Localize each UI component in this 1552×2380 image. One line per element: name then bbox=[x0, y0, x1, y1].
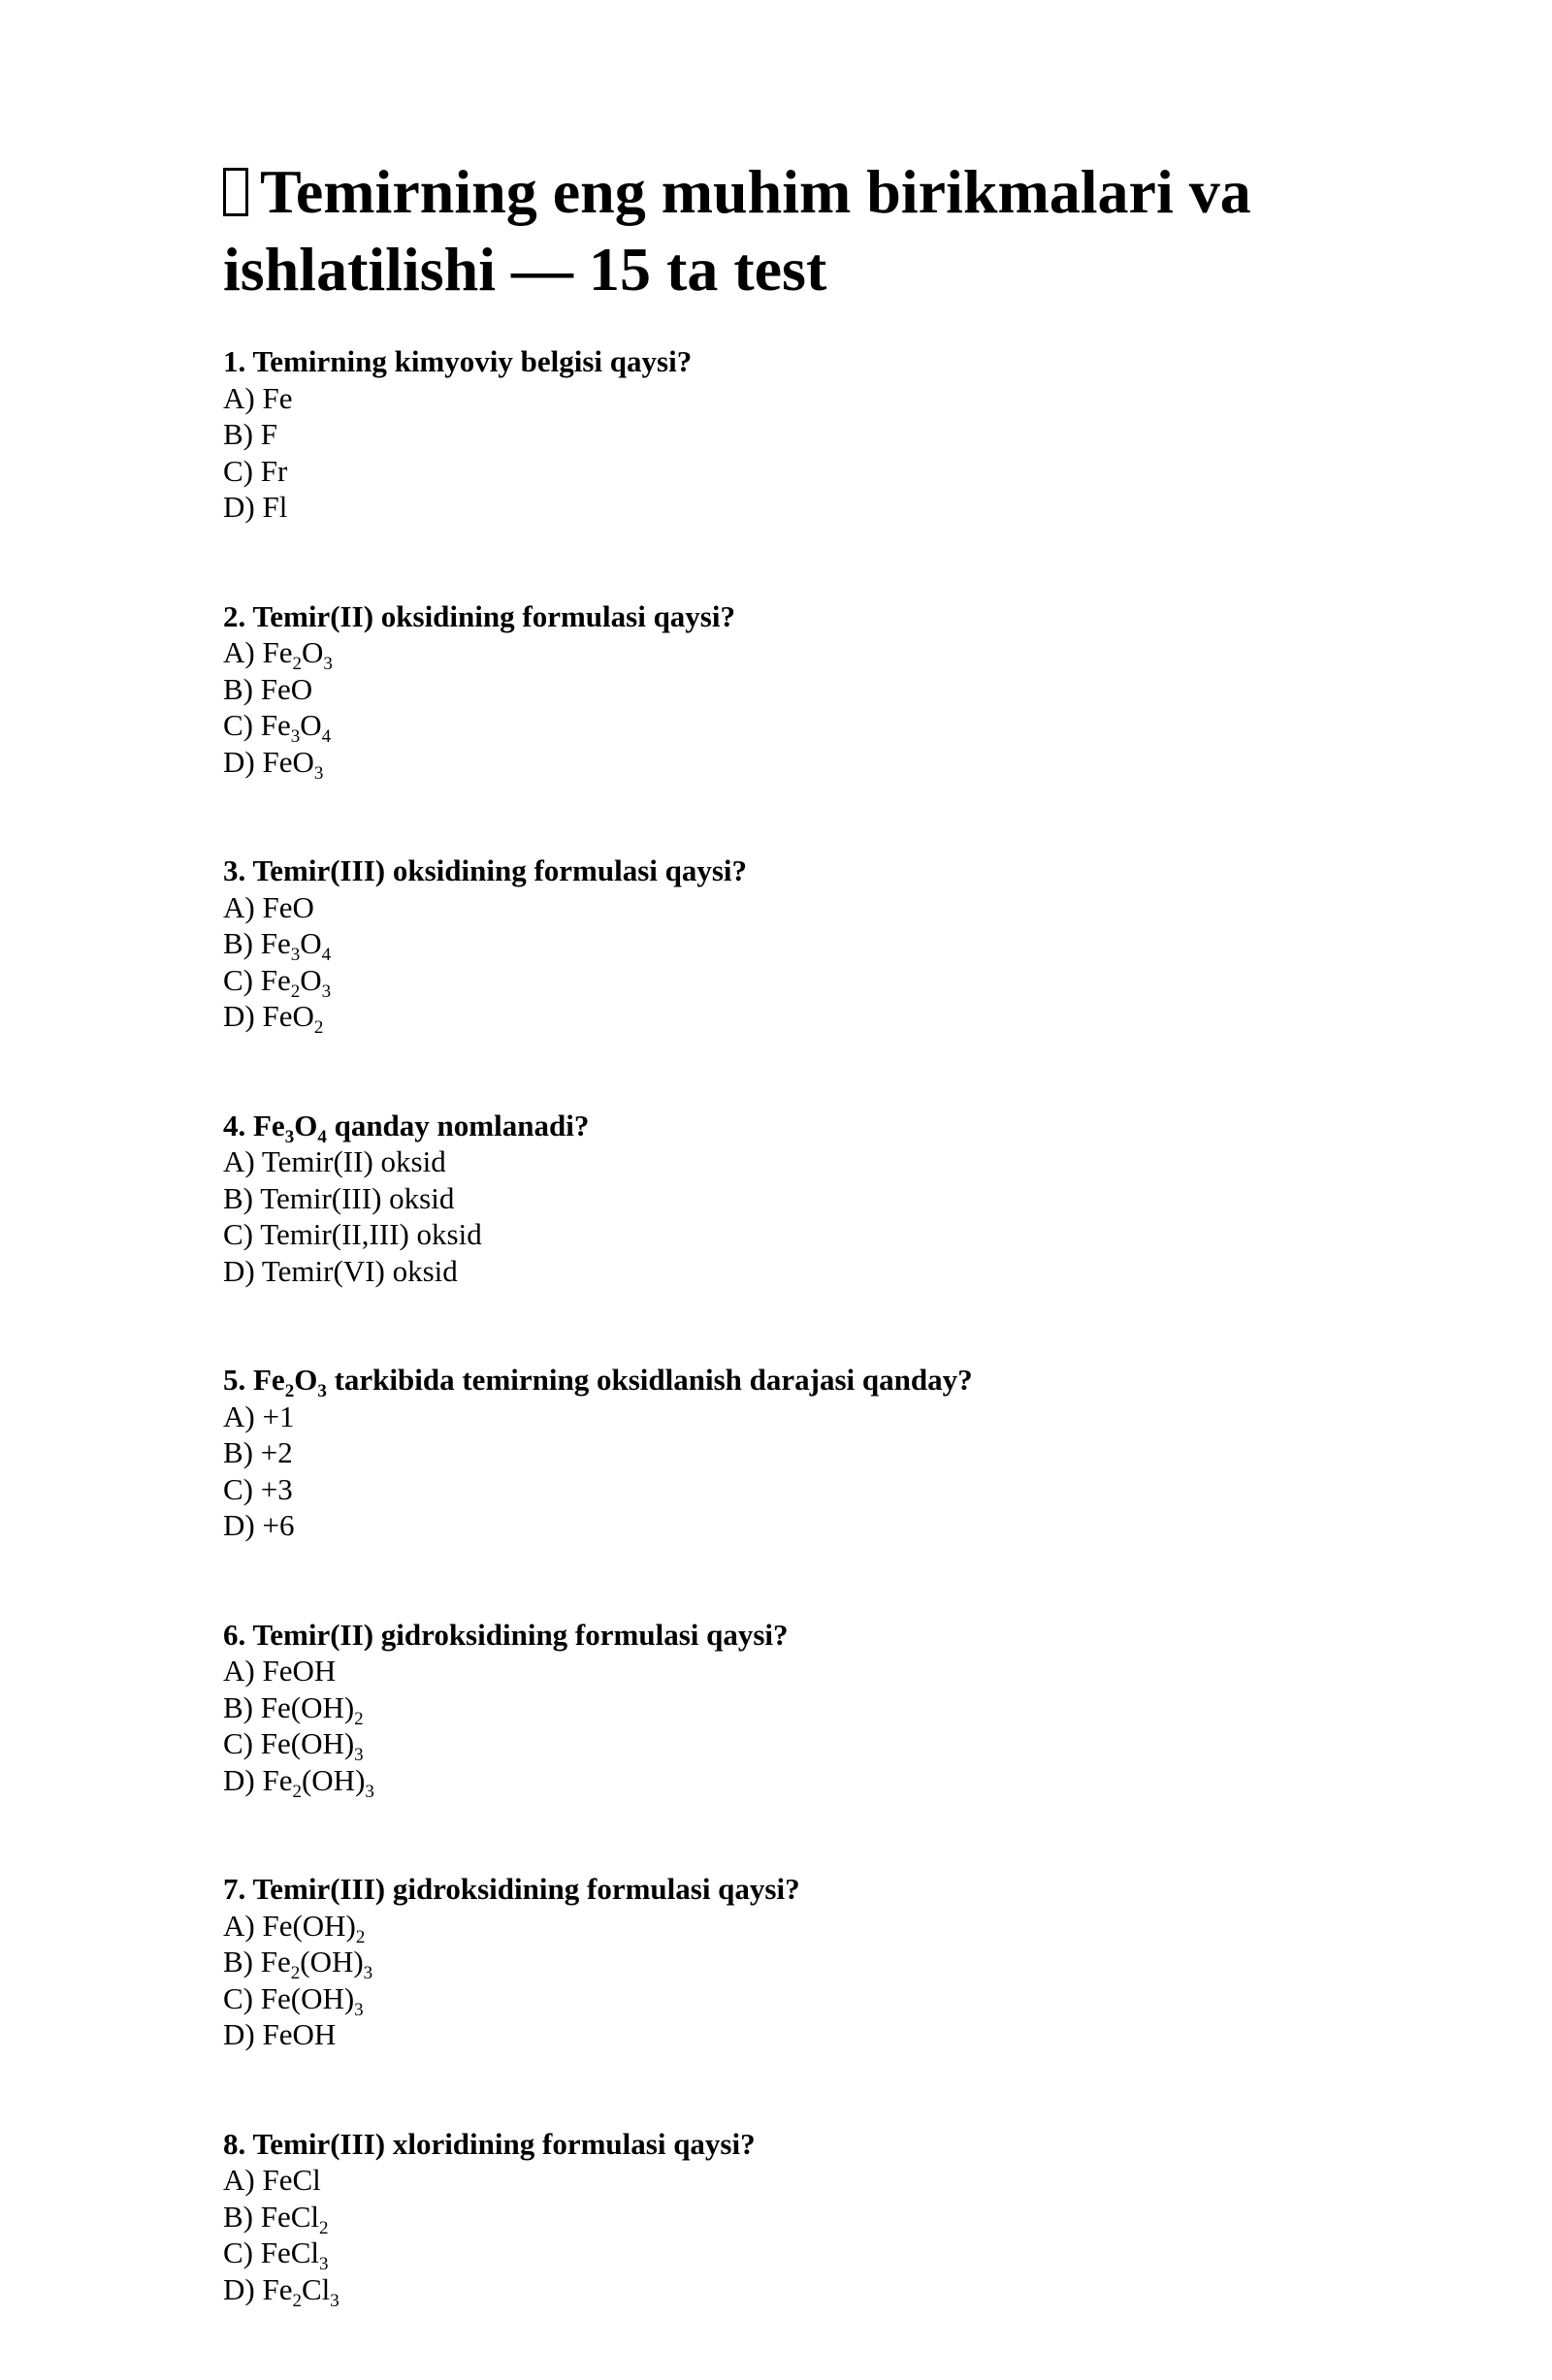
question-text-segment: Temir(III) xloridining formulasi qaysi? bbox=[252, 2126, 756, 2161]
option-text-segment: D) FeOH bbox=[223, 2017, 337, 2051]
question-block bbox=[223, 343, 1348, 526]
option-text-segment: B) Temir(III) oksid bbox=[223, 1180, 455, 1215]
subscript: 2 bbox=[354, 1708, 364, 1729]
option-text-segment: B) FeCl bbox=[223, 2199, 320, 2234]
option-text-segment: D) Fe bbox=[223, 1762, 293, 1797]
question-text-segment: O bbox=[294, 1108, 318, 1142]
question-text bbox=[223, 852, 1348, 889]
option-text-segment: O bbox=[301, 635, 324, 669]
subscript: 2 bbox=[292, 654, 302, 674]
answer-option bbox=[223, 2271, 1348, 2311]
option-text-segment: A) Fe bbox=[223, 380, 293, 415]
question-text bbox=[223, 343, 1348, 380]
option-text-segment: O bbox=[300, 962, 322, 997]
question-text-segment: Fe bbox=[253, 1363, 285, 1397]
subscript: 2 bbox=[292, 1781, 302, 1802]
answer-option bbox=[223, 453, 1348, 490]
answer-option bbox=[223, 489, 1348, 526]
option-text-segment: B) F bbox=[223, 417, 277, 451]
option-text-segment: Cl bbox=[301, 2271, 331, 2306]
subscript: 3 bbox=[290, 726, 301, 747]
answer-option bbox=[223, 634, 1348, 674]
option-text-segment: C) Fe(OH) bbox=[223, 1980, 355, 2015]
subscript: 3 bbox=[365, 1781, 374, 1802]
subscript: 2 bbox=[290, 1963, 301, 1983]
question-number: 3. bbox=[223, 853, 246, 887]
document-page bbox=[223, 153, 1348, 2380]
answer-option bbox=[223, 1507, 1348, 1544]
subscript: 2 bbox=[284, 1381, 295, 1401]
answer-option bbox=[223, 2016, 1348, 2053]
answer-option bbox=[223, 1434, 1348, 1471]
answer-option bbox=[223, 1143, 1348, 1180]
subscript: 2 bbox=[292, 2290, 302, 2311]
answer-option bbox=[223, 1944, 1348, 1983]
question-block bbox=[223, 2126, 1348, 2311]
answer-option bbox=[223, 962, 1348, 1002]
option-text-segment: A) Temir(II) oksid bbox=[223, 1144, 446, 1178]
option-text-segment: C) FeCl bbox=[223, 2235, 320, 2269]
missing-glyph-icon bbox=[223, 168, 248, 216]
answer-option bbox=[223, 1180, 1348, 1217]
option-text-segment: (OH) bbox=[301, 1762, 366, 1797]
subscript: 3 bbox=[313, 762, 324, 784]
subscript: 3 bbox=[317, 1381, 327, 1401]
question-text bbox=[223, 598, 1348, 635]
option-text-segment: A) FeCl bbox=[223, 2163, 321, 2197]
answer-option bbox=[223, 744, 1348, 784]
subscript: 2 bbox=[319, 2217, 329, 2238]
answer-option bbox=[223, 1762, 1348, 1802]
question-block bbox=[223, 1108, 1348, 1290]
subscript: 3 bbox=[354, 1745, 364, 1765]
page-title-text: Temirning eng muhim birikmalari va ishlatilishi — 15 ta test bbox=[223, 157, 1251, 304]
option-text-segment: B) +2 bbox=[223, 1435, 293, 1469]
subscript: 3 bbox=[290, 945, 301, 965]
answer-option bbox=[223, 889, 1348, 926]
subscript: 4 bbox=[321, 945, 332, 965]
subscript: 4 bbox=[321, 726, 332, 747]
option-text-segment: A) FeO bbox=[223, 889, 314, 924]
option-text-segment: D) Fl bbox=[223, 490, 288, 524]
option-text-segment: D) +6 bbox=[223, 1508, 295, 1542]
option-text-segment: D) FeO bbox=[223, 744, 314, 779]
question-number: 5. bbox=[223, 1363, 246, 1397]
question-list bbox=[223, 343, 1348, 2311]
question-number: 6. bbox=[223, 1617, 246, 1652]
option-text-segment: C) Temir(II,III) oksid bbox=[223, 1217, 482, 1251]
question-text-segment: Temir(III) gidroksidining formulasi qaysi? bbox=[252, 1872, 800, 1906]
question-text-segment: tarkibida temirning oksidlanish darajasi qanday? bbox=[326, 1363, 973, 1397]
question-number: 7. bbox=[223, 1872, 246, 1906]
question-text bbox=[223, 1617, 1348, 1654]
question-number: 8. bbox=[223, 2126, 246, 2161]
answer-option bbox=[223, 1471, 1348, 1508]
answer-option bbox=[223, 1653, 1348, 1689]
subscript: 3 bbox=[323, 654, 333, 674]
answer-option bbox=[223, 2235, 1348, 2274]
answer-option bbox=[223, 1908, 1348, 1945]
answer-option bbox=[223, 925, 1348, 965]
option-text-segment: A) Fe bbox=[223, 635, 293, 669]
option-text-segment: B) Fe bbox=[223, 926, 291, 960]
option-text-segment: B) Fe bbox=[223, 1945, 291, 1978]
option-text-segment: B) FeO bbox=[223, 671, 313, 706]
option-text-segment: C) +3 bbox=[223, 1471, 293, 1506]
answer-option bbox=[223, 1253, 1348, 1290]
question-block bbox=[223, 1871, 1348, 2053]
option-text-segment: D) Temir(VI) oksid bbox=[223, 1253, 458, 1288]
subscript: 4 bbox=[317, 1126, 327, 1147]
subscript: 3 bbox=[321, 981, 332, 1002]
answer-option bbox=[223, 1399, 1348, 1435]
answer-option bbox=[223, 671, 1348, 708]
option-text-segment: C) Fr bbox=[223, 453, 288, 488]
answer-option bbox=[223, 416, 1348, 453]
question-text bbox=[223, 2126, 1348, 2163]
answer-option bbox=[223, 380, 1348, 417]
answer-option bbox=[223, 1980, 1348, 2020]
subscript: 3 bbox=[330, 2290, 340, 2311]
answer-option bbox=[223, 1725, 1348, 1765]
question-text-segment: Temir(III) oksidining formulasi qaysi? bbox=[252, 853, 748, 887]
question-block bbox=[223, 1362, 1348, 1544]
option-text-segment: C) Fe bbox=[223, 962, 291, 997]
option-text-segment: O bbox=[300, 708, 322, 742]
question-text bbox=[223, 1362, 1348, 1399]
question-text bbox=[223, 1108, 1348, 1147]
question-text-segment: qanday nomlanadi? bbox=[326, 1108, 590, 1142]
answer-option bbox=[223, 1216, 1348, 1253]
answer-option bbox=[223, 998, 1348, 1038]
option-text-segment: D) FeO bbox=[223, 999, 314, 1033]
question-text-segment: Temir(II) gidroksidining formulasi qaysi? bbox=[252, 1617, 789, 1652]
option-text-segment: C) Fe bbox=[223, 708, 291, 742]
option-text-segment: (OH) bbox=[300, 1945, 364, 1978]
option-text-segment: O bbox=[300, 926, 322, 960]
answer-option bbox=[223, 2199, 1348, 2238]
option-text-segment: A) Fe(OH) bbox=[223, 1908, 356, 1943]
question-text-segment: Temirning kimyoviy belgisi qaysi? bbox=[252, 344, 693, 378]
question-text-segment: O bbox=[294, 1363, 318, 1397]
answer-option bbox=[223, 1689, 1348, 1729]
subscript: 3 bbox=[363, 1963, 373, 1983]
option-text-segment: C) Fe(OH) bbox=[223, 1726, 355, 1760]
question-text-segment: Temir(II) oksidining formulasi qaysi? bbox=[252, 598, 735, 633]
question-number: 1. bbox=[223, 344, 246, 378]
subscript: 3 bbox=[319, 2254, 329, 2274]
question-block bbox=[223, 852, 1348, 1038]
subscript: 3 bbox=[354, 1999, 364, 2020]
question-text-segment: Fe bbox=[253, 1108, 285, 1142]
question-number: 4. bbox=[223, 1108, 246, 1142]
question-number: 2. bbox=[223, 598, 246, 633]
option-text-segment: D) Fe bbox=[223, 2271, 293, 2306]
option-text-segment: B) Fe(OH) bbox=[223, 1689, 355, 1724]
subscript: 2 bbox=[355, 1926, 366, 1947]
answer-option bbox=[223, 707, 1348, 747]
option-text-segment: A) +1 bbox=[223, 1399, 295, 1433]
question-block bbox=[223, 598, 1348, 784]
subscript: 2 bbox=[313, 1017, 324, 1038]
subscript: 3 bbox=[284, 1126, 295, 1147]
option-text-segment: A) FeOH bbox=[223, 1654, 337, 1688]
page-title bbox=[223, 153, 1348, 308]
question-block bbox=[223, 1617, 1348, 1802]
answer-option bbox=[223, 2162, 1348, 2199]
subscript: 2 bbox=[290, 981, 301, 1002]
question-text bbox=[223, 1871, 1348, 1908]
